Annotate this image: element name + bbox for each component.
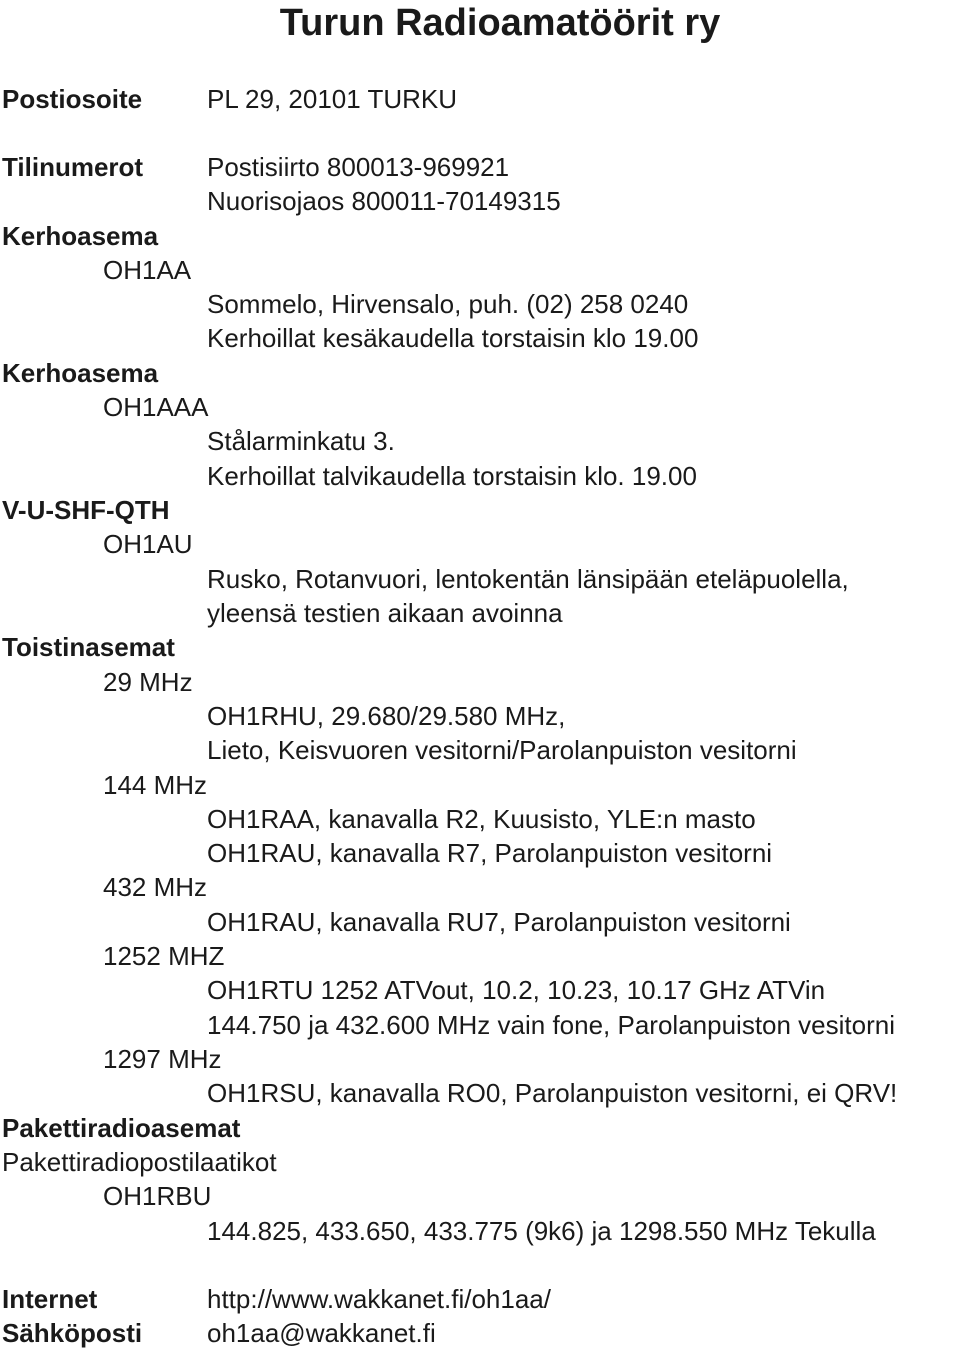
vushf-line: yleensä testien aikaan avoinna [207,598,563,628]
tilinumerot-label: Tilinumerot [2,152,144,182]
repeater-line: 144.750 ja 432.600 MHz vain fone, Parolanpuiston vesitorni [207,1010,895,1040]
paketti-sublabel: Pakettiradiopostilaatikot [2,1147,277,1177]
tilinumero-line: Postisiirto 800013-969921 [207,152,510,182]
kerhoasema-line: Kerhoillat talvikaudella torstaisin klo. 19.00 [207,461,697,491]
repeater-line: OH1RTU 1252 ATVout, 10.2, 10.23, 10.17 GHz ATVin [207,975,826,1005]
repeater-line: OH1RHU, 29.680/29.580 MHz, [207,701,566,731]
band-label: 29 MHz [103,667,193,697]
toistinasemat-label: Toistinasemat [2,632,175,662]
repeater-line: OH1RAA, kanavalla R2, Kuusisto, YLE:n masto [207,804,756,834]
paketti-line: 144.825, 433.650, 433.775 (9k6) ja 1298.550 MHz Tekulla [207,1216,876,1246]
band-label: 144 MHz [103,770,208,800]
kerhoasema-line: Kerhoillat kesäkaudella torstaisin klo 19.00 [207,323,699,353]
band-label: 1297 MHz [103,1044,222,1074]
paketti-callsign: OH1RBU [103,1181,212,1211]
vushf-label: V-U-SHF-QTH [2,495,170,525]
kerhoasema-label: Kerhoasema [2,358,159,388]
internet-label: Internet [2,1284,98,1314]
band-label: 1252 MHZ [103,941,225,971]
kerhoasema-line: Stålarminkatu 3. [207,426,395,456]
repeater-line: OH1RAU, kanavalla R7, Parolanpuiston vesitorni [207,838,773,868]
kerhoasema-label: Kerhoasema [2,221,159,251]
internet-link[interactable]: http://www.wakkanet.fi/oh1aa/ [207,1284,551,1314]
kerhoasema-callsign: OH1AAA [103,392,209,422]
vushf-callsign: OH1AU [103,529,193,559]
paketti-label: Pakettiradioasemat [2,1113,241,1143]
band-label: 432 MHz [103,872,208,902]
repeater-line: Lieto, Keisvuoren vesitorni/Parolanpuiston vesitorni [207,735,797,765]
postiosoite-label: Postiosoite [2,84,143,114]
kerhoasema-line: Sommelo, Hirvensalo, puh. (02) 258 0240 [207,289,689,319]
vushf-line: Rusko, Rotanvuori, lentokentän länsipään eteläpuolella, [207,564,849,594]
page-title: Turun Radioamatöörit ry [279,2,721,44]
sahkoposti-label: Sähköposti [2,1318,143,1348]
email-link[interactable]: oh1aa@wakkanet.fi [207,1318,436,1348]
repeater-line: OH1RAU, kanavalla RU7, Parolanpuiston vesitorni [207,907,791,937]
repeater-line: OH1RSU, kanavalla RO0, Parolanpuiston vesitorni, ei QRV! [207,1078,898,1108]
postiosoite-value: PL 29, 20101 TURKU [207,84,458,114]
tilinumero-line: Nuorisojaos 800011-70149315 [207,186,561,216]
kerhoasema-callsign: OH1AA [103,255,192,285]
